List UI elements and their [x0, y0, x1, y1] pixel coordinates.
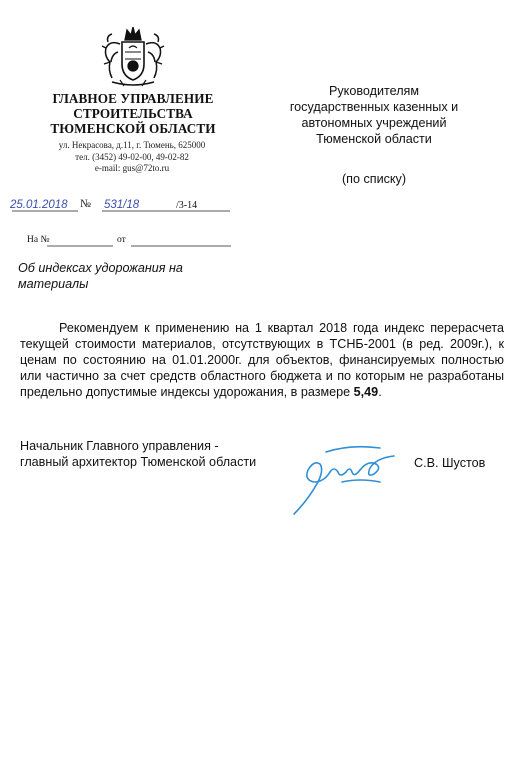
registration-suffix: /3-14	[176, 200, 198, 211]
issuer-contacts	[40, 140, 224, 175]
issuer-title-line: ТЮМЕНСКОЙ ОБЛАСТИ	[50, 121, 216, 136]
issuer-phone: тел. (3452) 49-02-00, 49-02-82	[75, 151, 189, 162]
addressee-line: Тюменской области	[316, 132, 432, 146]
letter-body	[20, 320, 504, 400]
body-end: .	[378, 385, 382, 399]
issuer-address: ул. Некрасова, д.11, г. Тюмень, 625000	[58, 140, 206, 150]
addressee-line: автономных учреждений	[301, 116, 447, 130]
registration-number-label: №	[80, 198, 91, 210]
reply-number-label: На №	[27, 235, 50, 245]
addressee-note: (по списку)	[341, 172, 407, 186]
index-value: 5,49	[353, 385, 379, 399]
handwritten-signature	[290, 442, 398, 518]
signer-title-line: Начальник Главного управления -	[20, 439, 219, 453]
letter-subject: Об индексах удорожания на материалы	[18, 261, 183, 291]
addressee-block	[268, 83, 480, 147]
issuer-title-line: ГЛАВНОЕ УПРАВЛЕНИЕ	[52, 91, 214, 106]
addressee-line: Руководителям	[328, 84, 420, 98]
signer-title	[20, 438, 280, 470]
coat-of-arms-icon	[98, 22, 168, 90]
signer-name: С.В. Шустов	[414, 456, 486, 470]
issuer-title-line: СТРОИТЕЛЬСТВА	[73, 106, 193, 121]
registration-date: 25.01.2018	[10, 199, 68, 211]
issuer-title	[28, 91, 238, 136]
registration-number: 531/18	[104, 199, 140, 211]
reply-underline	[47, 236, 233, 248]
addressee-line: государственных казенных и	[289, 100, 459, 114]
signer-title-line: главный архитектор Тюменской области	[20, 455, 257, 469]
body-text: Рекомендуем к применению на 1 квартал 2018 года индекс перерасчета текущей стоимости материалов, отсутствующих в ТСНБ-2001 (в ред. 2009г.), к ценам по состоянию на 01.01.2000г. для объектов, финансируемых полностью или частично за счет средств областного бюджета и по которым не разработаны предельно допустимые индексы удорожания, в размере	[20, 321, 504, 399]
reply-from-label: от	[117, 235, 126, 245]
issuer-email: e-mail: gus@72to.ru	[94, 163, 170, 173]
